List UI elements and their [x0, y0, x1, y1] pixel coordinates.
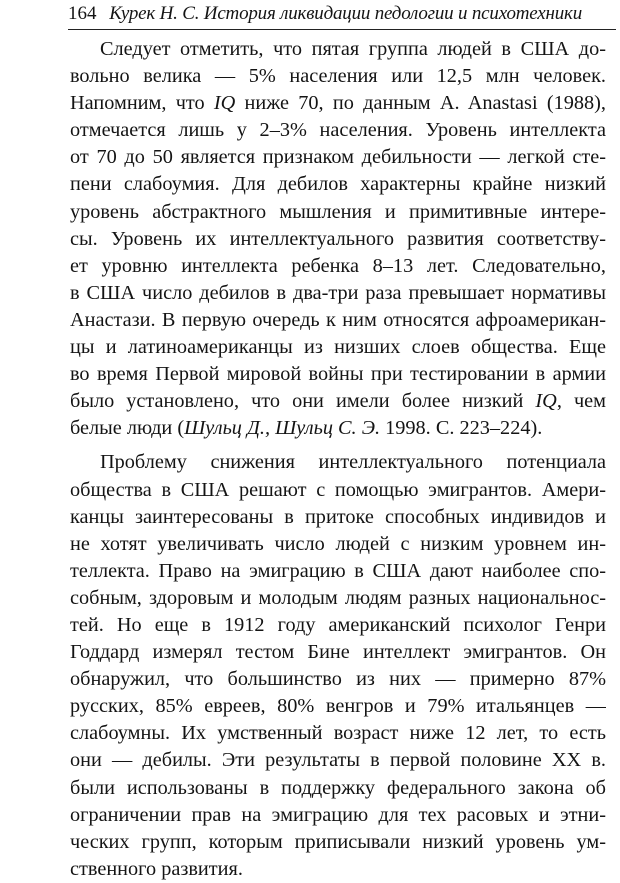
text-line: [70, 361, 606, 388]
text-line: [70, 612, 606, 639]
text-line: [70, 388, 606, 415]
text-line: [70, 334, 606, 361]
text-line: [70, 280, 606, 307]
text-run: отмечается лишь у 2–3% населения. Уровень интеллекта: [70, 119, 606, 142]
text-line: [70, 307, 606, 334]
text-run: от 70 до 50 является признаком дебильности — легкой сте-: [70, 146, 606, 169]
text-run: Проблему снижения интеллектуального потенциала: [100, 451, 606, 474]
text-run: общества в США решают с помощью эмигрантов. Амери-: [70, 478, 606, 501]
text-run: слабоумны. Их умственный возраст ниже 12 лет, то есть: [70, 722, 606, 745]
text-line: [70, 531, 606, 558]
text-line: [70, 829, 606, 856]
text-line: [70, 253, 606, 280]
text-run: были использованы в поддержку федерального закона об: [70, 776, 606, 799]
text-run: Следует отметить, что пятая группа людей в США до-: [100, 38, 606, 60]
text-run: было установлено, что они имели более низкий: [70, 390, 536, 413]
text-run: белые люди (: [70, 417, 185, 440]
text-line: [70, 449, 606, 476]
text-line: [70, 558, 606, 585]
text-run: собным, здоровым и молодым людям разных национальнос-: [70, 586, 606, 609]
text-run: в США число дебилов в два-три раза превышает нормативы: [70, 281, 606, 304]
text-run: , чем: [556, 390, 606, 413]
text-line: [70, 775, 606, 802]
text-run: во время Первой мировой войны при тестировании в армии: [70, 363, 606, 386]
text-run: пени слабоумия. Для дебилов характерны крайне низкий: [70, 173, 606, 196]
text-run: ческих групп, которым приписывали низкий уровень ум-: [70, 830, 606, 853]
text-run: сы. Уровень их интеллектуального развития соответству-: [70, 227, 606, 250]
text-line: [70, 171, 606, 198]
text-line: [70, 36, 606, 63]
text-run: ет уровню интеллекта ребенка 8–13 лет. Следовательно,: [70, 254, 606, 277]
text-run: канцы заинтересованы в притоке способных индивидов и: [70, 505, 606, 528]
text-run: вольно велика — 5% населения или 12,5 млн человек.: [70, 65, 606, 88]
text-line: [70, 585, 606, 612]
text-line: [70, 747, 606, 774]
text-line: [70, 226, 606, 253]
text-run: ниже 70, по данным A. Anastasi (1988),: [235, 92, 606, 115]
text-line: [70, 90, 606, 117]
running-header: [68, 1, 616, 30]
text-run: тей. Но еще в 1912 году американский психолог Генри: [70, 613, 606, 636]
text-run: не хотят увеличивать число людей с низким уровнем ин-: [70, 532, 606, 555]
text-run: уровень абстрактного мышления и примитивные интере-: [70, 200, 606, 223]
text-run: Годдард измерял тестом Бине интеллект эмигрантов. Он: [70, 641, 606, 664]
text-run: русских, 85% евреев, 80% венгров и 79% итальянцев —: [70, 695, 606, 718]
italic-text: IQ: [213, 92, 236, 115]
text-line: [70, 693, 606, 720]
text-line: [70, 63, 606, 90]
running-title: Курек Н. С. История ликвидации педологии и психотехники: [109, 3, 583, 24]
body-text: [70, 36, 606, 883]
italic-text: IQ: [535, 390, 557, 413]
page-number: 164: [68, 3, 97, 24]
text-run: цы и латиноамериканцы из низших слоев общества. Еще: [70, 336, 606, 359]
text-run: теллекта. Право на эмиграцию в США дают наиболее спо-: [70, 559, 606, 582]
text-run: они — дебилы. Эти результаты в первой половине XX в.: [70, 749, 606, 772]
text-run: ограничении прав на эмиграцию для тех расовых и этни-: [70, 803, 606, 826]
text-line: [70, 477, 606, 504]
italic-text: Шульц Д., Шульц С. Э.: [184, 417, 381, 440]
text-run: обнаружил, что большинство из них — примерно 87%: [70, 668, 606, 691]
text-line: [70, 144, 606, 171]
text-line: [70, 856, 606, 883]
text-line: [70, 720, 606, 747]
text-run: ственного развития.: [70, 857, 243, 880]
text-line: [70, 802, 606, 829]
text-line: [70, 639, 606, 666]
text-run: Анастази. В первую очередь к ним относятся афроамерикан-: [70, 308, 606, 331]
text-line: [70, 504, 606, 531]
text-line: [70, 117, 606, 144]
text-line: [70, 199, 606, 226]
text-run: Напомним, что: [70, 92, 214, 115]
text-run: 1998. С. 223–224).: [380, 417, 543, 440]
text-line: [70, 415, 606, 442]
text-line: [70, 666, 606, 693]
